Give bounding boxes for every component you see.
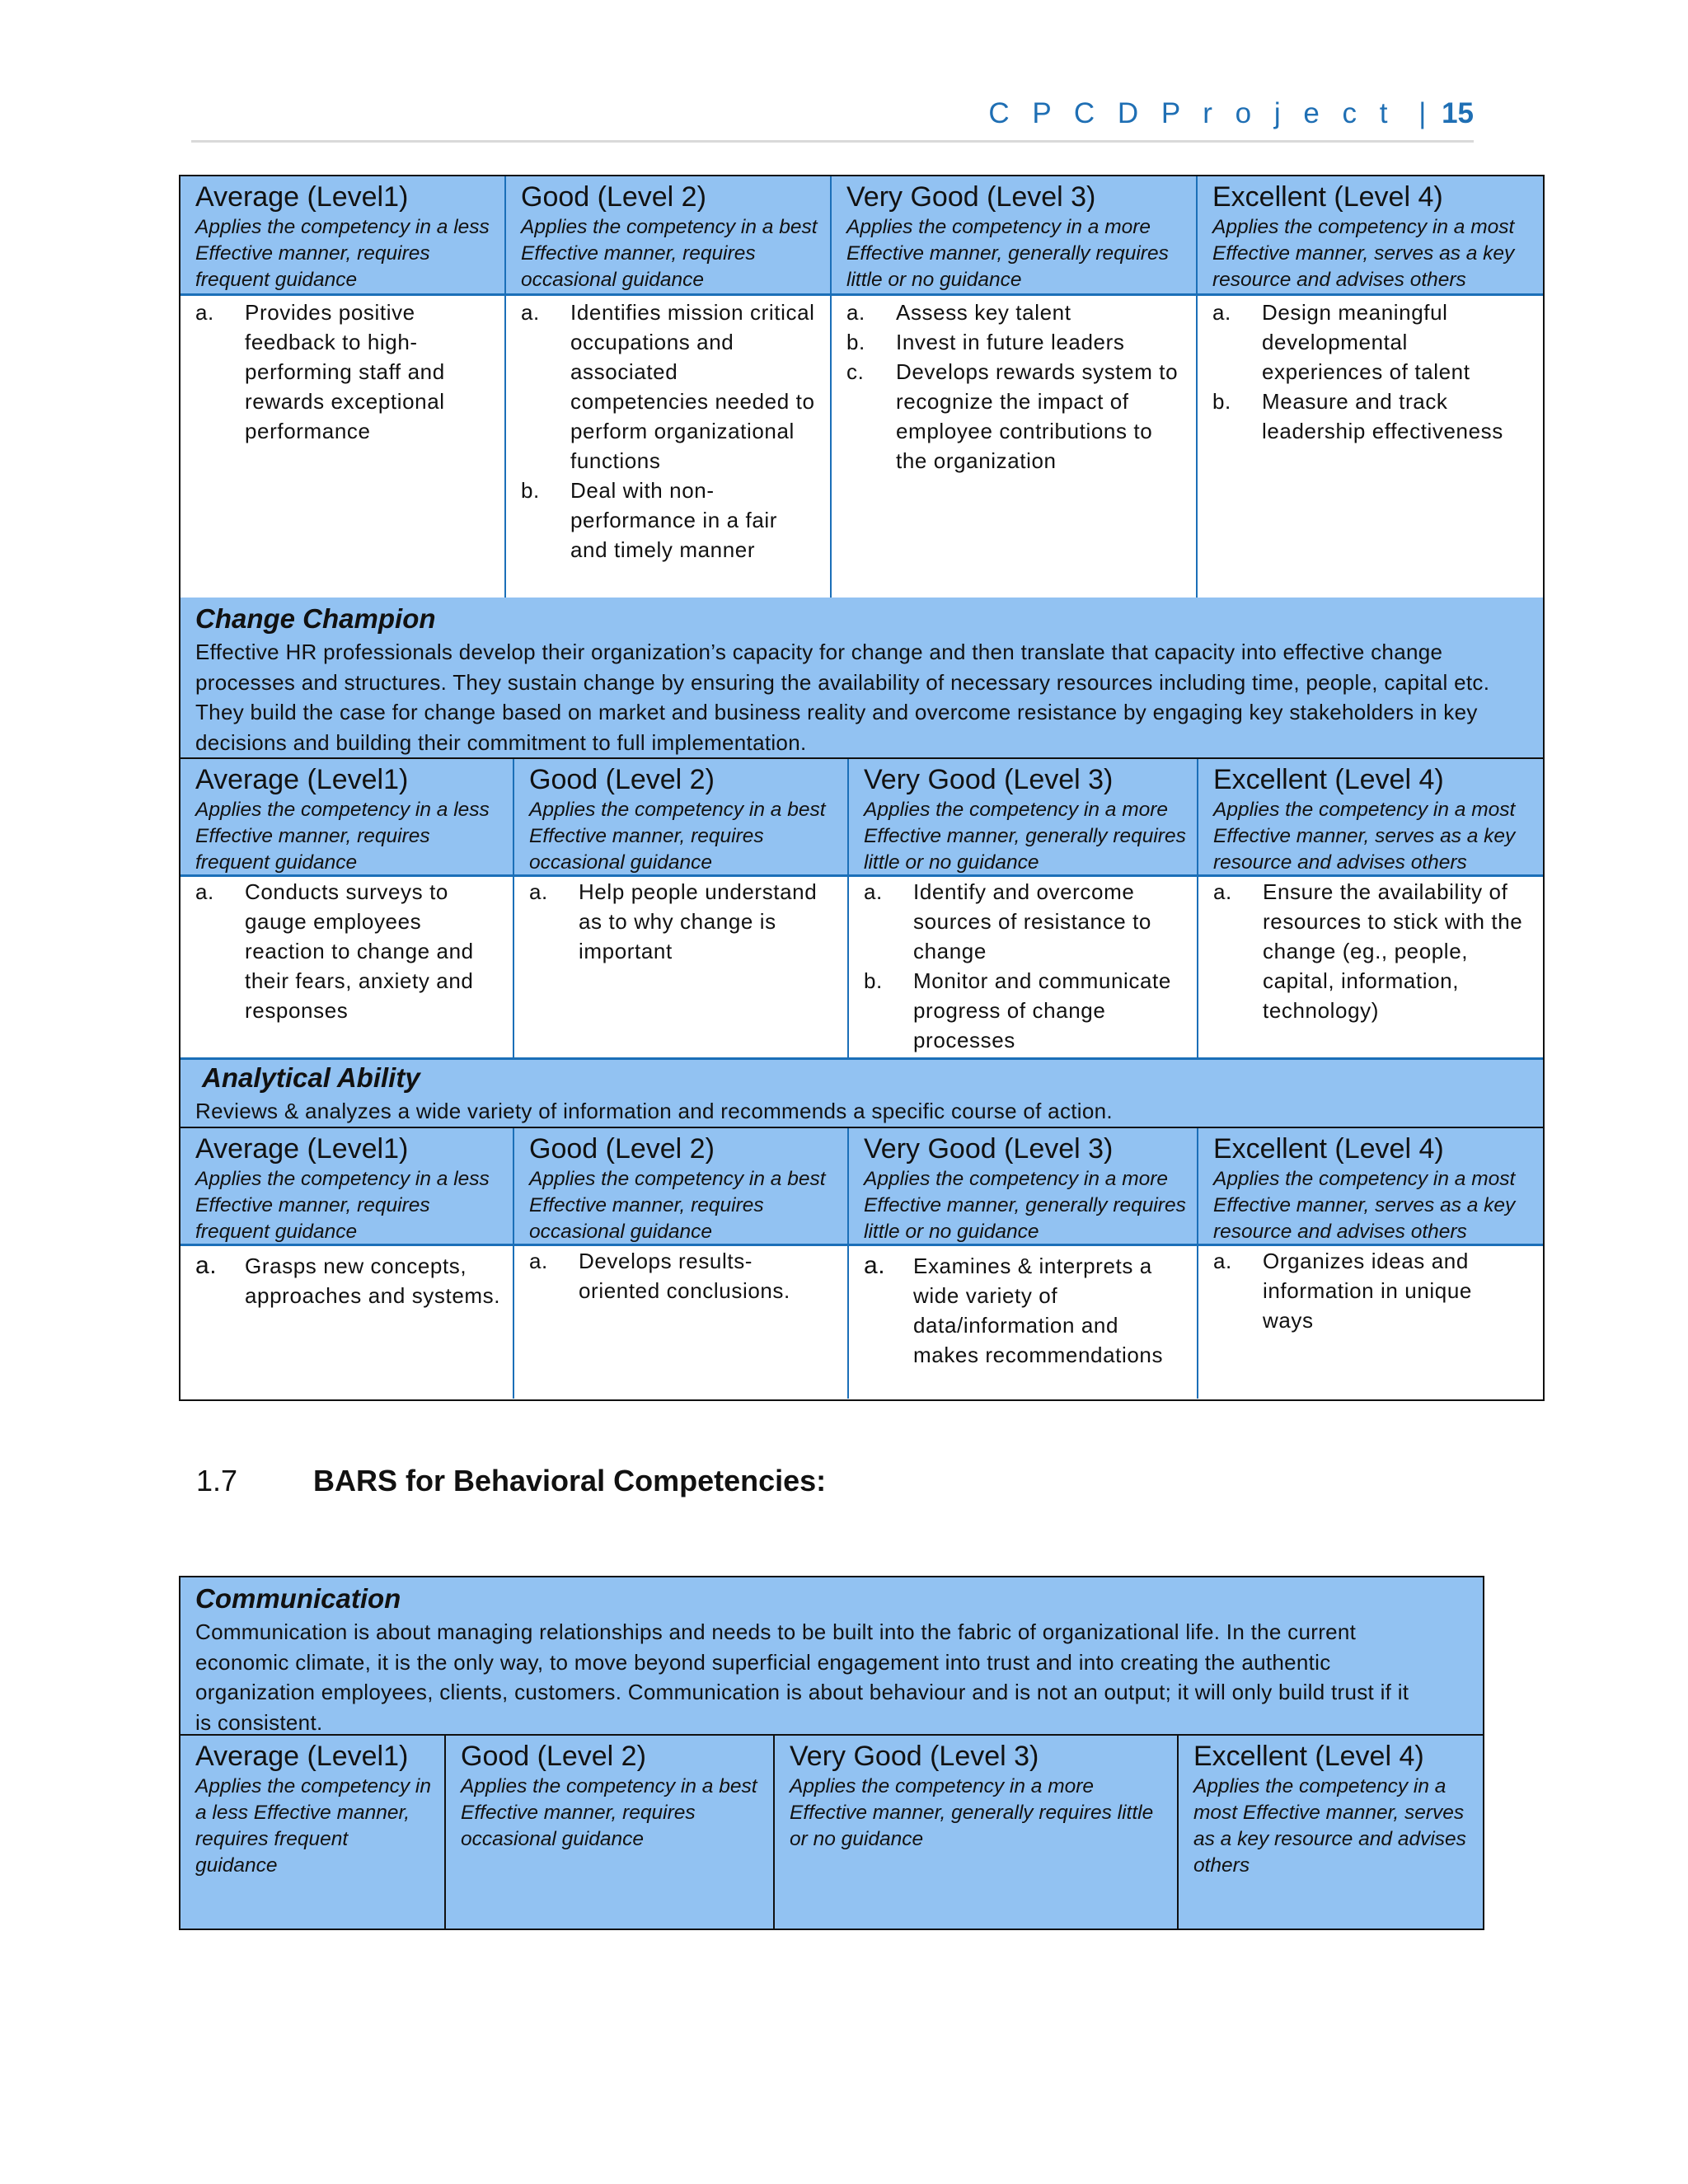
text-line: processes and structures. They sustain change by ensuring the availability of necessary resources including time, people, capital etc. (195, 669, 1490, 695)
item-marker: a. (1212, 300, 1231, 325)
page-header (191, 97, 1474, 143)
analytical-avg-desc (195, 1166, 504, 1245)
vgood-desc (846, 214, 1188, 293)
text-line: or no guidance (790, 1828, 924, 1850)
text-line: occasional guidance (521, 269, 705, 291)
text-line: progress of change (913, 998, 1106, 1023)
text-line: frequent guidance (195, 1221, 358, 1243)
text-line: Effective manner, serves as a key (1213, 825, 1516, 847)
text-line: Conducts surveys to (245, 879, 448, 904)
text-line: organization employees, clients, customers. Communication is about behaviour and is not an output; it will only build trust if it (195, 1680, 1409, 1704)
analytical-good-desc (529, 1166, 839, 1245)
text-line: Applies the competency in a best (521, 216, 818, 238)
text-line: Applies the competency in (195, 1775, 431, 1797)
change-level-header-row (181, 757, 1543, 874)
text-line: Applies the competency in a most (1213, 1168, 1516, 1190)
item-marker: a. (521, 300, 540, 325)
item-marker: a. (529, 1249, 548, 1273)
communication-level-row (181, 1734, 1483, 1929)
behavior-item (1213, 1246, 1535, 1335)
text-line: Effective manner, generally requires (846, 242, 1169, 265)
item-marker: b. (846, 330, 865, 354)
analytical-behaviors-row (181, 1244, 1543, 1399)
change-avg-title: Average (Level1) (195, 764, 409, 795)
table-continued (179, 175, 1545, 599)
item-text (245, 877, 504, 1025)
item-text (1262, 387, 1535, 446)
item-marker: b. (521, 478, 540, 503)
avg-header (181, 176, 506, 293)
item-marker: a. (1213, 879, 1232, 904)
text-line: economic climate, it is the only way, to move beyond superficial engagement into trust and into creating the authentic (195, 1649, 1331, 1675)
item-marker: a. (846, 300, 865, 325)
text-line: Applies the competency in a most (1213, 799, 1516, 821)
behavior-item (195, 1251, 504, 1310)
text-line: and timely manner (570, 537, 756, 562)
analytical-ability-section (181, 1057, 1543, 1127)
item-marker: a. (195, 1252, 218, 1279)
comm-vgood-desc (790, 1774, 1169, 1853)
text-line: performance in a fair (570, 508, 778, 532)
analytical-vgood-behaviors (849, 1246, 1198, 1399)
item-marker: a. (864, 879, 883, 904)
change-exc-behaviors (1198, 877, 1543, 1057)
change-vgood-desc (864, 797, 1189, 876)
item-text (913, 1251, 1189, 1370)
avg-title: Average (Level1) (195, 181, 409, 213)
text-line: wide variety of (913, 1283, 1058, 1308)
text-line: little or no guidance (846, 269, 1022, 291)
text-line: responses (245, 998, 349, 1023)
change-behaviors-row (181, 874, 1543, 1057)
text-line: occasional guidance (529, 1221, 713, 1243)
text-line: Effective manner, generally requires (864, 1194, 1186, 1216)
text-line: Reviews & analyzes a wide variety of information and recommends a specific course of action. (195, 1099, 1113, 1123)
comm-good-desc (461, 1774, 765, 1853)
text-line: Examines & interprets a (913, 1254, 1152, 1278)
text-line: a less Effective manner, (195, 1802, 410, 1824)
vgood-header (832, 176, 1198, 293)
behavior-item (1212, 387, 1535, 446)
text-line: makes recommendations (913, 1343, 1164, 1367)
text-line: They build the case for change based on market and business reality and overcome resistance by engaging key stakeholders in key (195, 700, 1478, 724)
text-line: oriented conclusions. (579, 1278, 790, 1303)
text-line: decisions and building their commitment to full implementation. (195, 729, 807, 755)
behavior-item (195, 877, 504, 1025)
text-line: resource and advises others (1212, 269, 1466, 291)
section-title: BARS for Behavioral Competencies: (313, 1464, 827, 1497)
item-text (896, 298, 1188, 327)
text-line: Effective manner, generally requires little (790, 1802, 1154, 1824)
level-header-row (181, 176, 1543, 293)
text-line: Effective manner, serves as a key (1213, 1194, 1516, 1216)
behavior-item (195, 298, 496, 446)
analytical-vgood-header (849, 1128, 1198, 1244)
section-number: 1.7 (196, 1464, 238, 1497)
table-communication (179, 1576, 1484, 1930)
text-line: Applies the competency in a less (195, 799, 490, 821)
text-line: performing staff and (245, 359, 445, 384)
text-line: occasional guidance (529, 851, 713, 874)
good-header (506, 176, 832, 293)
text-line: frequent guidance (195, 269, 358, 291)
behavior-item (521, 476, 822, 565)
analytical-exc-header (1198, 1128, 1543, 1244)
item-marker: a. (864, 1252, 886, 1279)
analytical-exc-behaviors (1198, 1246, 1543, 1399)
item-text (245, 298, 496, 446)
item-text (913, 966, 1189, 1055)
text-line: Organizes ideas and (1263, 1249, 1469, 1273)
comm-exc-header (1179, 1736, 1483, 1929)
text-line: is consistent. (195, 1709, 323, 1735)
change-exc-desc (1213, 797, 1535, 876)
text-line: Effective manner, requires (195, 242, 430, 265)
text-line: as a key resource and advises (1193, 1828, 1466, 1850)
text-line: Communication is about managing relationships and needs to be built into the fabric of organizational life. In the current (195, 1619, 1357, 1644)
item-text (570, 476, 822, 565)
good-desc (521, 214, 822, 293)
page-number: 15 (1442, 97, 1474, 129)
behavior-item (846, 327, 1188, 357)
text-line: little or no guidance (864, 1221, 1039, 1243)
text-line: most Effective manner, serves (1193, 1802, 1465, 1824)
text-line: competencies needed to (570, 389, 815, 414)
change-good-behaviors (514, 877, 849, 1057)
behavior-item (846, 298, 1188, 327)
text-line: Help people understand (579, 879, 818, 904)
item-marker: a. (529, 879, 548, 904)
analytical-exc-title: Excellent (Level 4) (1213, 1133, 1444, 1165)
text-line: resources to stick with the (1263, 909, 1523, 934)
behaviors-row (181, 293, 1543, 598)
comm-good-title: Good (Level 2) (461, 1741, 646, 1772)
text-line: employee contributions to (896, 419, 1153, 443)
analytical-good-header (514, 1128, 849, 1244)
text-line: developmental (1262, 330, 1408, 354)
behavior-item (1213, 877, 1535, 1025)
change-avg-behaviors (181, 877, 514, 1057)
text-line: Monitor and communicate (913, 968, 1171, 993)
behavior-item (529, 877, 839, 966)
text-line: resource and advises others (1213, 1221, 1467, 1243)
text-line: rewards exceptional (245, 389, 445, 414)
behavior-item (864, 877, 1189, 966)
text-line: Effective manner, requires (521, 242, 756, 265)
analytical-avg-title: Average (Level1) (195, 1133, 409, 1165)
text-line: Applies the competency in a more (864, 799, 1169, 821)
text-line: Applies the competency in a most (1212, 216, 1515, 238)
exc-behaviors (1198, 296, 1543, 598)
analytical-good-behaviors (514, 1246, 849, 1399)
text-line: Develops rewards system to (896, 359, 1179, 384)
change-exc-title: Excellent (Level 4) (1213, 764, 1444, 795)
text-line: performance (245, 419, 371, 443)
analytical-exc-desc (1213, 1166, 1535, 1245)
text-line: Effective manner, requires (195, 1194, 430, 1216)
text-line: Applies the competency in a best (529, 1168, 826, 1190)
text-line: reaction to change and (245, 939, 474, 963)
text-line: Effective manner, requires (529, 1194, 764, 1216)
comm-avg-title: Average (Level1) (195, 1741, 409, 1772)
item-text (570, 298, 822, 476)
text-line: Applies the competency in a more (864, 1168, 1169, 1190)
text-line: Design meaningful (1262, 300, 1448, 325)
change-champion-title: Change Champion (195, 603, 436, 634)
analytical-good-title: Good (Level 2) (529, 1133, 715, 1165)
comm-vgood-title: Very Good (Level 3) (790, 1741, 1039, 1772)
text-line: Develops results- (579, 1249, 753, 1273)
text-line: important (579, 939, 673, 963)
text-line: Effective manner, generally requires (864, 825, 1186, 847)
item-text (1263, 877, 1535, 1025)
change-vgood-header (849, 759, 1198, 874)
header-text (988, 97, 1474, 130)
text-line: occupations and (570, 330, 734, 354)
analytical-vgood-desc (864, 1166, 1189, 1245)
text-line: Effective manner, requires (461, 1802, 696, 1824)
text-line: Effective manner, requires (529, 825, 764, 847)
text-line: guidance (195, 1854, 278, 1877)
item-marker: a. (195, 879, 214, 904)
good-behaviors (506, 296, 832, 598)
item-text (579, 877, 839, 966)
change-good-desc (529, 797, 839, 876)
change-vgood-behaviors (849, 877, 1198, 1057)
behavior-item (846, 357, 1188, 476)
text-line: Effective manner, requires (195, 825, 430, 847)
change-champion-desc (181, 637, 1543, 757)
behavior-item (864, 1251, 1189, 1370)
text-line: perform organizational (570, 419, 795, 443)
analytical-level-header-row (181, 1127, 1543, 1244)
analytical-vgood-title: Very Good (Level 3) (864, 1133, 1114, 1165)
text-line: Applies the competency in a best (529, 799, 826, 821)
text-line: recognize the impact of (896, 389, 1129, 414)
exc-desc (1212, 214, 1535, 293)
text-line: functions (570, 448, 661, 473)
text-line: capital, information, (1263, 968, 1460, 993)
analytical-ability-desc (181, 1096, 1543, 1127)
text-line: occasional guidance (461, 1828, 645, 1850)
text-line: Assess key talent (896, 300, 1071, 325)
avg-desc (195, 214, 496, 293)
analytical-avg-behaviors (181, 1246, 514, 1399)
text-line: information in unique (1263, 1278, 1472, 1303)
comm-good-header (446, 1736, 775, 1929)
text-line: change (eg., people, (1263, 939, 1469, 963)
comm-avg-desc (195, 1774, 436, 1879)
item-text (1262, 298, 1535, 387)
text-line: experiences of talent (1262, 359, 1470, 384)
text-line: Applies the competency in a more (790, 1775, 1095, 1797)
exc-title: Excellent (Level 4) (1212, 181, 1443, 213)
text-line: sources of resistance to (913, 909, 1151, 934)
item-text (913, 877, 1189, 966)
text-line: ways (1263, 1308, 1314, 1333)
text-line: feedback to high- (245, 330, 418, 354)
text-line: Grasps new concepts, (245, 1254, 467, 1278)
section-heading (196, 1464, 826, 1498)
text-line: processes (913, 1028, 1015, 1052)
text-line: Measure and track (1262, 389, 1448, 414)
item-text (579, 1246, 839, 1305)
analytical-ability-title: Analytical Ability (202, 1062, 420, 1093)
item-marker: c. (846, 359, 865, 384)
exc-header (1198, 176, 1543, 293)
text-line: approaches and systems. (245, 1283, 501, 1308)
text-line: frequent guidance (195, 851, 358, 874)
text-line: the organization (896, 448, 1057, 473)
text-line: Invest in future leaders (896, 330, 1125, 354)
behavior-item (864, 966, 1189, 1055)
text-line: Ensure the availability of (1263, 879, 1508, 904)
text-line: as to why change is (579, 909, 776, 934)
communication-section (181, 1577, 1483, 1734)
text-line: Identifies mission critical (570, 300, 815, 325)
item-marker: b. (1212, 389, 1231, 414)
text-line: data/information and (913, 1313, 1119, 1338)
change-avg-header (181, 759, 514, 874)
good-title: Good (Level 2) (521, 181, 706, 213)
text-line: little or no guidance (864, 851, 1039, 874)
text-line: others (1193, 1854, 1250, 1877)
text-line: technology) (1263, 998, 1380, 1023)
text-line: Effective manner, serves as a key (1212, 242, 1515, 265)
communication-desc (181, 1617, 1483, 1737)
text-line: Applies the competency in a less (195, 216, 490, 238)
text-line: Provides positive (245, 300, 415, 325)
text-line: associated (570, 359, 678, 384)
vgood-behaviors (832, 296, 1198, 598)
change-good-header (514, 759, 849, 874)
text-line: change (913, 939, 987, 963)
comm-avg-header (181, 1736, 446, 1929)
item-marker: b. (864, 968, 883, 993)
text-line: Applies the competency in a less (195, 1168, 490, 1190)
text-line: requires frequent (195, 1828, 349, 1850)
item-text (245, 1251, 504, 1310)
comm-vgood-header (775, 1736, 1179, 1929)
change-avg-desc (195, 797, 504, 876)
text-line: their fears, anxiety and (245, 968, 474, 993)
text-line: Applies the competency in a (1193, 1775, 1447, 1797)
item-marker: a. (195, 300, 214, 325)
text-line: Applies the competency in a more (846, 216, 1151, 238)
behavior-item (521, 298, 822, 476)
change-vgood-title: Very Good (Level 3) (864, 764, 1114, 795)
item-text (1263, 1246, 1535, 1335)
behavior-item (529, 1246, 839, 1305)
text-line: Identify and overcome (913, 879, 1135, 904)
text-line: Effective HR professionals develop their organization’s capacity for change and then translate that capacity into effective change (195, 640, 1443, 664)
item-marker: a. (1213, 1249, 1232, 1273)
change-exc-header (1198, 759, 1543, 874)
comm-exc-title: Excellent (Level 4) (1193, 1741, 1424, 1772)
item-text (896, 357, 1188, 476)
behavior-item (1212, 298, 1535, 387)
analytical-avg-header (181, 1128, 514, 1244)
comm-exc-desc (1193, 1774, 1475, 1879)
avg-behaviors (181, 296, 506, 598)
text-line: resource and advises others (1213, 851, 1467, 874)
text-line: Applies the competency in a best (461, 1775, 757, 1797)
text-line: Deal with non- (570, 478, 715, 503)
header-title: C P C D P r o j e c t (988, 97, 1395, 129)
text-line: gauge employees (245, 909, 422, 934)
change-champion-section (181, 598, 1543, 757)
vgood-title: Very Good (Level 3) (846, 181, 1096, 213)
change-good-title: Good (Level 2) (529, 764, 715, 795)
item-text (896, 327, 1188, 357)
table-change-analytical (179, 598, 1545, 1401)
communication-title: Communication (195, 1583, 401, 1614)
text-line: leadership effectiveness (1262, 419, 1503, 443)
header-separator: | (1418, 97, 1427, 129)
